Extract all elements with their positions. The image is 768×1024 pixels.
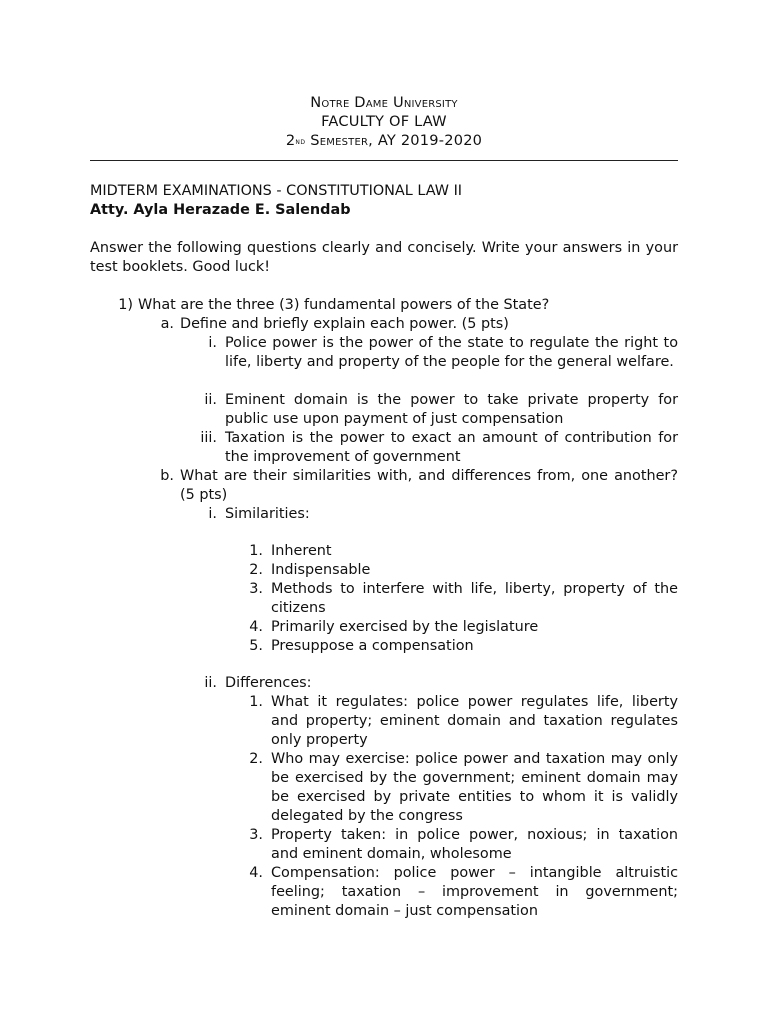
list-item-number: 1. (249, 543, 263, 559)
list-item-number: 5. (249, 638, 263, 654)
list-item-text: Police power is the power of the state to regulate the right to life, liberty and property of the people for the general welfare. (225, 335, 678, 370)
list-item-text: Taxation is the power to exact an amount of contribution for the improvement of government (225, 430, 678, 465)
list-item-text: Differences: (225, 675, 312, 691)
university-name: Notre Dame University (310, 94, 458, 111)
question-number: 1) (118, 297, 133, 313)
list-item-text: Who may exercise: police power and taxation may only be exercised by the government; eminent domain may be exercised by private entities to whom it is validly delegated by the congress (271, 751, 678, 824)
question-text: What are the three (3) fundamental powers of the State? (138, 297, 550, 313)
exam-info (90, 182, 678, 220)
sub-question-number: a. (160, 316, 174, 332)
list-item-number: 2. (249, 562, 263, 578)
list-item-text: What it regulates: police power regulates life, liberty and property; eminent domain and taxation regulates only property (271, 694, 678, 748)
instructions: Answer the following questions clearly and concisely. Write your answers in your test booklets. Good luck! (90, 240, 678, 275)
semester-word: Semester (310, 132, 369, 149)
list-item-text: Compensation: police power – intangible altruistic feeling; taxation – improvement in government; eminent domain – just compensation (271, 865, 678, 919)
list-item-number: i. (208, 335, 217, 351)
list-item-number: 3. (249, 827, 263, 843)
semester-year: , AY 2019-2020 (368, 132, 483, 149)
list-item-text: Presuppose a compensation (271, 638, 474, 654)
list-item-text: Property taken: in police power, noxious; in taxation and eminent domain, wholesome (271, 827, 678, 862)
list-item-number: 1. (249, 694, 263, 710)
faculty-name: FACULTY OF LAW (321, 113, 447, 130)
list-item-number: 4. (249, 865, 263, 881)
list-item-number: 2. (249, 751, 263, 767)
list-item-text: Primarily exercised by the legislature (271, 619, 539, 635)
semester-number: 2 (285, 132, 296, 149)
list-item-text: Indispensable (271, 562, 371, 578)
list-item-text: Methods to interfere with life, liberty, property of the citizens (271, 581, 678, 616)
semester-line (90, 131, 678, 150)
exam-title: MIDTERM EXAMINATIONS - CONSTITUTIONAL LAW II (90, 183, 463, 199)
list-item-number: i. (208, 506, 217, 522)
list-item-number: 4. (249, 619, 263, 635)
sub-question-number: b. (160, 468, 174, 484)
list-item-number: ii. (204, 675, 217, 691)
list-item-number: iii. (200, 430, 217, 446)
sub-question-text: What are their similarities with, and differences from, one another? (5 pts) (180, 468, 678, 503)
professor-name: Atty. Ayla Herazade E. Salendab (90, 202, 351, 218)
semester-ordinal: nd (295, 137, 306, 146)
list-item-text: Eminent domain is the power to take private property for public use upon payment of just compensation (225, 392, 678, 427)
list-item-number: 3. (249, 581, 263, 597)
list-item-number: ii. (204, 392, 217, 408)
sub-question-text: Define and briefly explain each power. (5 pts) (180, 316, 509, 332)
document-header (90, 93, 678, 150)
list-item-text: Similarities: (225, 506, 310, 522)
list-item-text: Inherent (271, 543, 332, 559)
header-divider (90, 160, 678, 161)
